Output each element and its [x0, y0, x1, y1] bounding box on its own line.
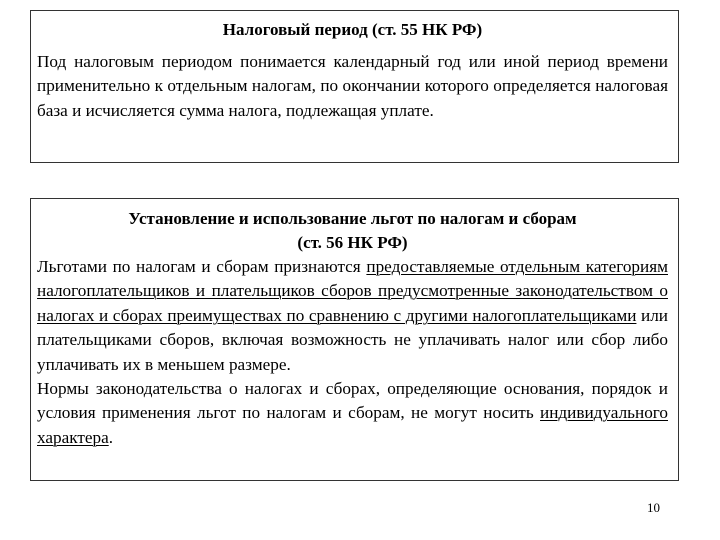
individual-character-underlined: индивидуального характера	[37, 403, 668, 447]
tax-benefits-title-line1: Установление и использование льгот по налогам и сборам	[128, 209, 577, 228]
tax-benefits-paragraph-2	[37, 377, 668, 450]
tax-benefits-title	[37, 207, 668, 255]
paragraph-2-text-start: Нормы законодательства о налогах и сборах, определяющие основания, порядок и условия применения льгот по налогам и сборам, не могут носить	[37, 379, 668, 423]
benefits-definition-underlined: предоставляемые отдельным категориям налогоплательщиков и плательщиков сборов предусмотренные законодательством о налогах и сборах преимуществах по сравнению с другими налогоплательщиками	[37, 257, 668, 325]
tax-period-block	[30, 10, 679, 163]
paragraph-2-text-end: .	[108, 427, 114, 447]
paragraph-1-text-end: или плательщиками сборов, включая возможность не уплачивать налог или сбор либо уплачивать их в меньшем размере.	[37, 305, 668, 374]
tax-period-title: Налоговый период (ст. 55 НК РФ)	[222, 20, 483, 39]
tax-period-text: Под налоговым периодом понимается календарный год или иной период времени применительно к отдельным налогам, по окончании которого определяется налоговая база и исчисляется сумма налога, подлежащая уплате.	[37, 52, 668, 120]
paragraph-1-text-start: Льготами по налогам и сборам признаются	[37, 257, 367, 276]
page-number: 10	[647, 500, 660, 515]
tax-benefits-block	[30, 198, 679, 481]
tax-benefits-title-line2: (ст. 56 НК РФ)	[297, 233, 408, 252]
tax-benefits-paragraph-1	[37, 255, 668, 377]
